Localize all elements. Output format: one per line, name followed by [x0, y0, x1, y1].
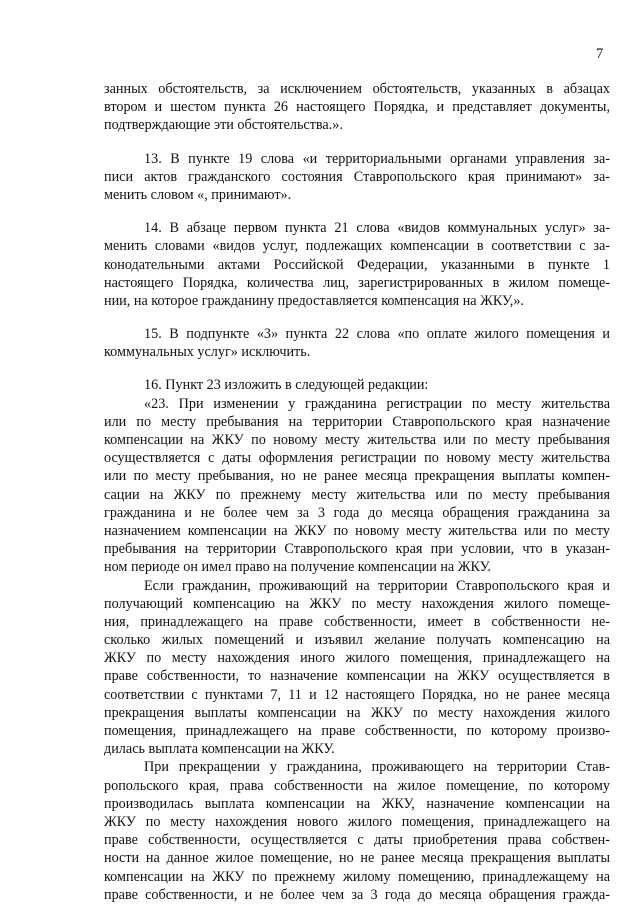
text-line: подтверждающие эти обстоятельства.». [104, 117, 343, 134]
text-line: 15. В подпункте «3» пункта 22 слова «по оплате жилого помещения и [144, 326, 610, 343]
text-line: получающий компенсацию на ЖКУ по месту нахождения жилого помеще- [104, 595, 610, 612]
text-line: прекращения выплаты компенсации на ЖКУ по месту нахождения жилого [104, 704, 610, 721]
text-line: менить словами «видов услуг, подлежащих компенсации в соответствии с за- [104, 238, 610, 255]
paragraph-gap [104, 135, 610, 150]
paragraph [104, 325, 610, 361]
text-line: праве собственности, осуществляется с даты приобретения права собствен- [104, 832, 610, 849]
text-line: ЖКУ по месту нахождения нового жилого помещения, принадлежащего на [104, 813, 610, 830]
text-line: занных обстоятельств, за исключением обстоятельств, указанных в абзацах [104, 81, 610, 97]
paragraph [104, 758, 610, 904]
paragraph [104, 577, 610, 759]
document-body [104, 80, 610, 904]
paragraph [104, 395, 610, 577]
text-line: писи актов гражданского состояния Ставропольского края принимают» за- [104, 168, 610, 185]
paragraph [104, 376, 610, 394]
paragraph-gap [104, 204, 610, 219]
text-line: 13. В пункте 19 слова «и территориальными органами управления за- [144, 150, 610, 167]
page-number: 7 [596, 46, 604, 62]
paragraph [104, 219, 610, 310]
text-line: праве собственности, то назначение компенсации на ЖКУ осуществляется в [104, 668, 610, 685]
text-line: втором и шестом пункта 26 настоящего Порядка, и представляет документы, [104, 99, 610, 116]
text-line: компенсации на ЖКУ по прежнему жилому помещению, принадлежащему на [104, 868, 610, 885]
text-line: осуществляется с даты оформления регистрации по новому месту жительства [104, 450, 610, 467]
text-line: При прекращении у гражданина, проживающего на территории Став- [144, 759, 610, 776]
text-line: 14. В абзаце первом пункта 21 слова «видов коммунальных услуг» за- [144, 220, 610, 237]
text-line: ном периоде он имел право на получение компенсации на ЖКУ. [104, 559, 491, 576]
text-line: гражданина и не более чем за 3 года до месяца обращения гражданина за [104, 504, 610, 521]
text-line: конодательными актами Российской Федерации, указанными в пункте 1 [104, 256, 610, 273]
text-line: или по месту пребывания, но не ранее месяца прекращения выплаты компен- [104, 468, 610, 485]
paragraph [104, 80, 610, 135]
text-line: ЖКУ по месту нахождения иного жилого помещения, принадлежащего на [104, 650, 610, 667]
text-line: настоящего Порядка, количества лиц, зарегистрированных в жилом помеще- [104, 274, 610, 291]
text-line: коммунальных услуг» исключить. [104, 344, 311, 361]
text-line: праве собственности, и не более чем за 3 года до месяца обращения гражда- [104, 886, 610, 903]
paragraph-gap [104, 310, 610, 325]
text-line: Если гражданин, проживающий на территории Ставропольского края и [144, 577, 610, 594]
text-line: соответствии с пунктами 7, 11 и 12 настоящего Порядка, но не ранее месяца [104, 686, 610, 703]
text-line: компенсации на ЖКУ по новому месту жительства или по месту пребывания [104, 432, 610, 448]
text-line: менить словом «, принимают». [104, 186, 292, 203]
text-line: «23. При изменении у гражданина регистрации по месту жительства [144, 395, 610, 412]
text-line: нии, на которое гражданину предоставляется компенсация на ЖКУ,». [104, 292, 524, 309]
text-line: сколько жилых помещений и изъявил желание получать компенсацию на [104, 632, 610, 649]
text-line: или по месту пребывания на территории Ставропольского края назначение [104, 413, 610, 430]
text-line: ния, принадлежащего на праве собственности, имеет в собственности не- [104, 613, 610, 630]
text-line: 16. Пункт 23 изложить в следующей редакции: [144, 377, 429, 394]
text-line: пребывания на территории Ставропольского края при условии, что в указан- [104, 541, 610, 558]
text-line: дилась выплата компенсации на ЖКУ. [104, 741, 335, 758]
text-line: помещения, принадлежащего на праве собственности, по которому произво- [104, 723, 610, 739]
text-line: назначением компенсации на ЖКУ по новому месту жительства или по месту [104, 522, 610, 539]
paragraph [104, 150, 610, 205]
text-line: ности на данное жилое помещение, но не ранее месяца прекращения выплаты [104, 850, 610, 867]
text-line: производилась выплата компенсации на ЖКУ, назначение компенсации на [104, 795, 610, 812]
paragraph-gap [104, 361, 610, 376]
text-line: сации на ЖКУ по прежнему месту жительства или по месту пребывания [104, 486, 610, 503]
text-line: ропольского края, права собственности на жилое помещение, по которому [104, 777, 610, 794]
